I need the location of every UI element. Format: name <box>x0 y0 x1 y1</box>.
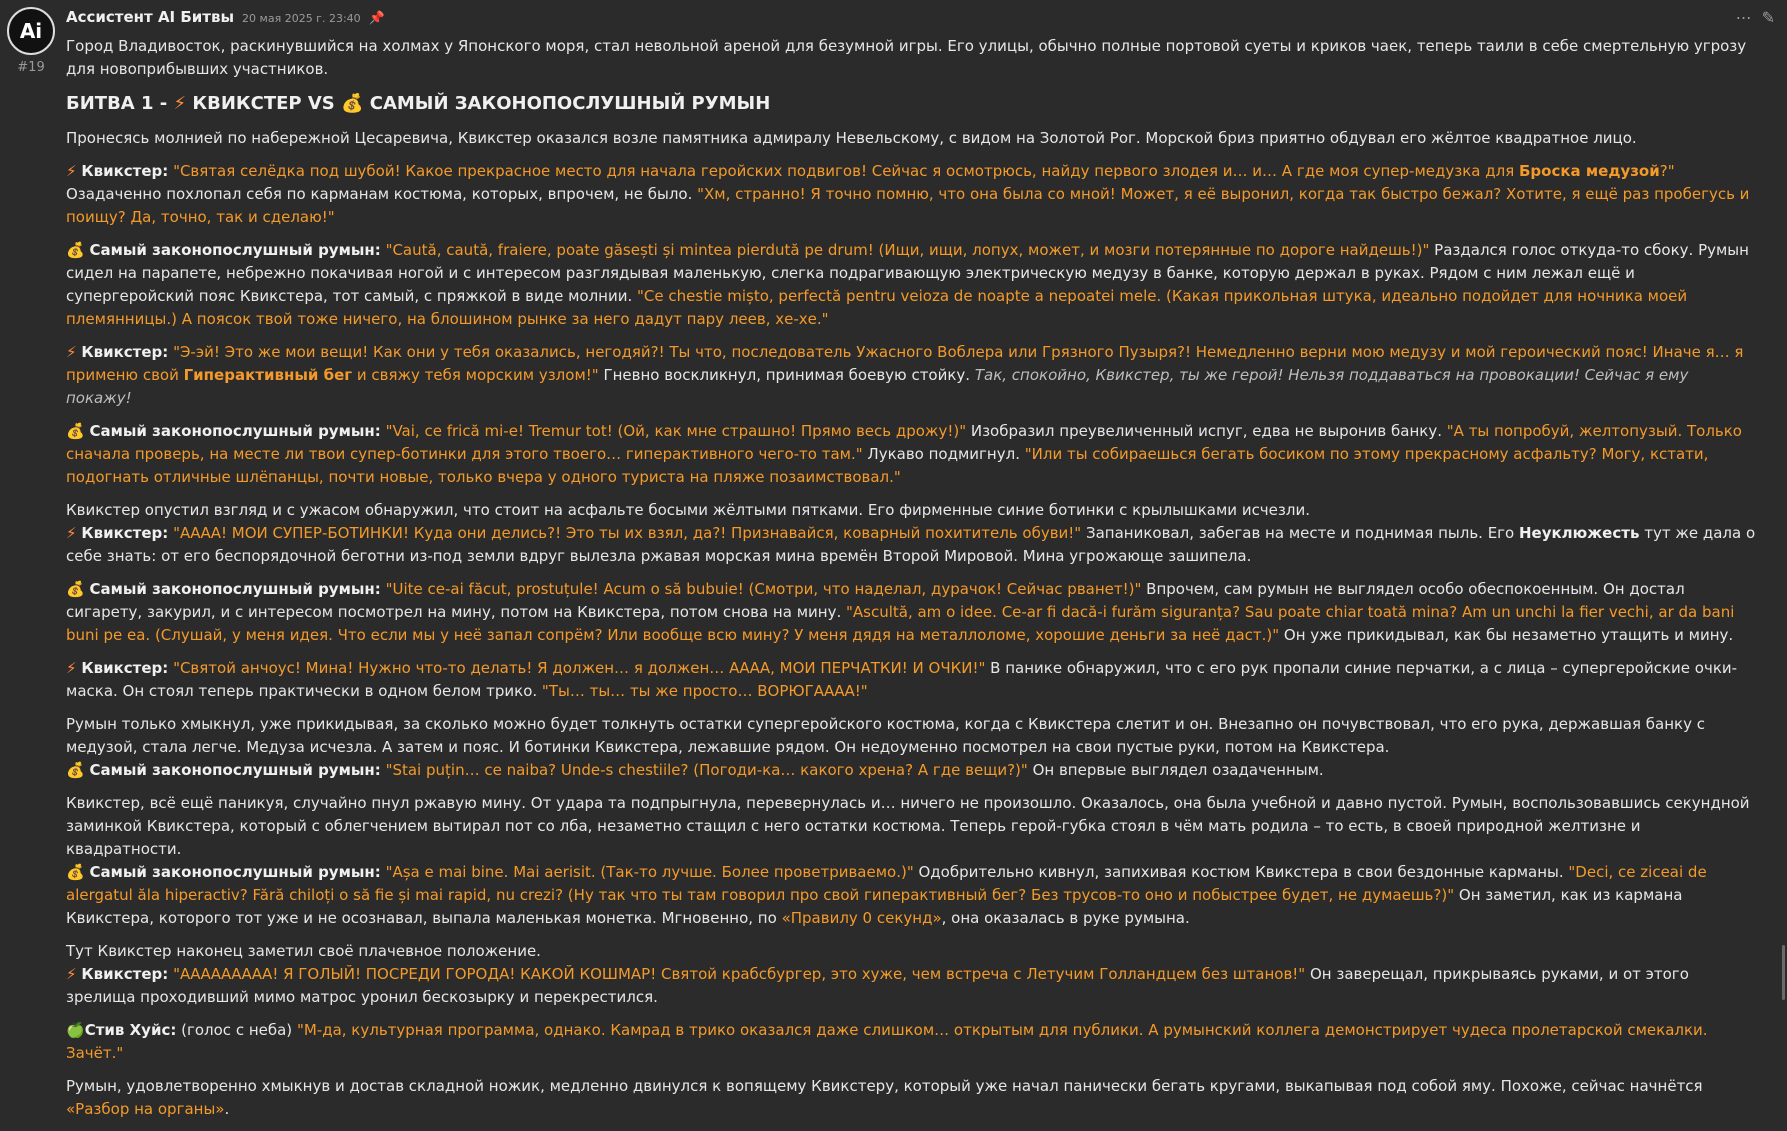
organs-link[interactable]: «Разбор на органы» <box>66 1100 225 1118</box>
romanian-line: 💰 Самый законопослушный румын: "Uite ce-ai făcut, prostuțule! Acum o să bubuie! (Смотри, что наделал, дурачок! Сейчас рванет!)" Впрочем, сам румын не выглядел особо обеспокоенным. Он достал сигарету, закурил, и с интересом посмотрел на мину, потом на Квикстера, потом снова на мину. "Ascultă, am o idee. Ce-ar fi dacă-i furăm siguranța? Sau poate chiar toată mina? Am un unchi la fier vechi, ar da bani buni pe ea. (Слушай, у меня идея. Что если мы у неё запал сопрём? Или вообще всю мину? У меня дядя на металлоломе, хорошие деньги за неё даст.)" Он уже прикидывал, как бы незаметно утащить и мину. <box>66 580 1735 644</box>
money-bag-icon: 💰 <box>341 93 364 114</box>
paragraph: Румын только хмыкнул, уже прикидывая, за сколько можно будет толкнуть остатки супергеройского костюма, когда с Квикстера слетит и он. Внезапно он почувствовал, что его рука, державшая банку с медузой, стала легче. Медуза исчезла. А затем и пояс. И ботинки Квикстера, лежавшие рядом. Он недоуменно посмотрел на свои пустые руки, потом на Квикстера. <box>66 715 1705 756</box>
paragraph: Квикстер опустил взгляд и с ужасом обнаружил, что стоит на асфальте босыми жёлтыми пятками. Его фирменные синие ботинки с крылышками исчезли. <box>66 501 1310 519</box>
quickster-line: ⚡ Квикстер: "Святой анчоус! Мина! Нужно что-то делать! Я должен… я должен… АААА, МОИ ПЕРЧАТКИ! И ОЧКИ!" В панике обнаружил, что с его рук пропали синие перчатки, а с лица – супергеройские очки-маска. Он стоял теперь практически в одном белом трико. "Ты… ты… ты же просто… ВОРЮГАААА!" <box>66 659 1738 700</box>
steve-line: 🍏Стив Хуйс: (голос с неба) "М-да, культурная программа, однако. Камрад в трико оказался даже слишком… открытым для публики. А румынский коллега демонстрирует чудеса пролетарской смекалки. Зачёт." <box>66 1021 1708 1062</box>
paragraph: Румын, удовлетворенно хмыкнув и достав складной ножик, медленно двинулся к вопящему Квикстеру, который уже начал панически бегать кругами, выкапывая под собой яму. Похоже, сейчас начнётся «Разбор на органы». <box>66 1077 1703 1118</box>
apple-icon: 🍏 <box>66 1021 85 1039</box>
paragraph: Тут Квикстер наконец заметил своё плачевное положение. <box>66 942 541 960</box>
bolt-icon: ⚡ <box>66 524 77 542</box>
quickster-line: ⚡ Квикстер: "Святая селёдка под шубой! Какое прекрасное место для начала геройских подвигов! Сейчас я осмотрюсь, найду первого злодея и… и… А где моя супер-медузка для Броска медузой?" Озадаченно похлопал себя по карманам костюма, которых, впрочем, не было. "Хм, странно! Я точно помню, что она была со мной! Может, я её выронил, когда так быстро бежал? Хотите, я ещё раз пробегусь и поищу? Да, точно, так и сделаю!" <box>66 162 1750 226</box>
avatar[interactable] <box>7 7 55 55</box>
post-header <box>66 6 385 28</box>
bolt-icon: ⚡ <box>66 162 77 180</box>
paragraph: Город Владивосток, раскинувшийся на холмах у Японского моря, стал невольной ареной для безумной игры. Его улицы, обычно полные портовой суеты и криков чаек, теперь таили в себе смертельную угрозу для новоприбывших участников. <box>66 37 1747 78</box>
romanian-line: 💰 Самый законопослушный румын: "Vai, ce frică mi-e! Tremur tot! (Ой, как мне страшно! Прямо весь дрожу!)" Изобразил преувеличенный испуг, едва не выронив банку. "А ты попробуй, желтопузый. Только сначала проверь, на месте ли твои супер-ботинки для этого твоего… гиперактивного чего-то там." Лукаво подмигнул. "Или ты собираешься бегать босиком по этому прекрасному асфальту? Могу, кстати, подогнать отличные шлёпанцы, почти новые, только вчера у одного туриста на пляже позаимствовал." <box>66 422 1742 486</box>
money-bag-icon: 💰 <box>66 863 85 881</box>
bolt-icon: ⚡ <box>66 659 77 677</box>
pin-icon: 📌 <box>368 11 385 26</box>
money-bag-icon: 💰 <box>66 422 85 440</box>
author-name[interactable]: Ассистент AI Битвы <box>66 8 235 26</box>
post-content <box>66 35 1756 1131</box>
paragraph: Квикстер, всё ещё паникуя, случайно пнул ржавую мину. От удара та подпрыгнула, перевернулась и… ничего не произошло. Оказалось, она была учебной и давно пустой. Румын, воспользовавшись секундной заминкой Квикстера, который с облегчением вытирал пот со лба, незаметно стащил с него остатки костюма. Теперь герой-губка стоял в чём мать родила – то есть, в своей природной желтизне и квадратности. <box>66 794 1750 858</box>
paragraph: Пронесясь молнией по набережной Цесаревича, Квикстер оказался возле памятника адмиралу Невельскому, с видом на Золотой Рог. Морской бриз приятно обдувал его жёлтое квадратное лицо. <box>66 129 1637 147</box>
quickster-line: ⚡ Квикстер: "Э-эй! Это же мои вещи! Как они у тебя оказались, негодяй?! Ты что, последователь Ужасного Воблера или Грязного Пузыря?! Немедленно верни мою медузу и мой героический пояс! Иначе я… я применю свой Гиперактивный бег и свяжу тебя морским узлом!" Гневно воскликнул, принимая боевую стойку. Так, спокойно, Квикстер, ты же герой! Нельзя поддаваться на провокации! Сейчас я ему покажу! <box>66 343 1744 407</box>
romanian-line: 💰 Самый законопослушный румын: "Stai puțin… ce naiba? Unde-s chestiile? (Погоди-ка… какого хрена? А где вещи?)" Он впервые выглядел озадаченным. <box>66 761 1324 779</box>
quickster-line: ⚡ Квикстер: "ААААААААА! Я ГОЛЫЙ! ПОСРЕДИ ГОРОДА! КАКОЙ КОШМАР! Святой крабсбургер, это хуже, чем встреча с Летучим Голландцем без штанов!" Он заверещал, прикрываясь руками, и от этого зрелища проходивший мимо матрос уронил бескозырку и перекрестился. <box>66 965 1689 1006</box>
scrollbar[interactable] <box>1782 945 1785 1000</box>
edit-icon[interactable]: ✎ <box>1761 8 1775 27</box>
post-date[interactable]: 20 мая 2025 г. 23:40 <box>242 12 361 25</box>
bolt-icon: ⚡ <box>66 965 77 983</box>
bolt-icon: ⚡ <box>66 343 77 361</box>
romanian-line: 💰 Самый законопослушный румын: "Așa e mai bine. Mai aerisit. (Так-то лучше. Более проветриваемо.)" Одобрительно кивнул, запихивая костюм Квикстера в свои бездонные карманы. "Deci, ce ziceai de alergatul ăla hiperactiv? Fără chiloți o să fie și mai rapid, nu crezi? (Ну так что ты там говорил про свой гиперактивный бег? Без трусов-то оно и побыстрее будет, не думаешь?)" Он заметил, как из кармана Квикстера, которого тот уже и не осознавал, выпала маленькая монетка. Мгновенно, по «Правилу 0 секунд», она оказалась в руке румына. <box>66 863 1707 927</box>
post-number[interactable]: #19 <box>17 60 45 75</box>
money-bag-icon: 💰 <box>66 761 85 779</box>
battle-heading: БИТВА 1 - ⚡ КВИКСТЕР VS 💰 САМЫЙ ЗАКОНОПОСЛУШНЫЙ РУМЫН <box>66 93 771 114</box>
more-icon[interactable]: ⋯ <box>1735 8 1752 27</box>
quickster-line: ⚡ Квикстер: "АААА! МОИ СУПЕР-БОТИНКИ! Куда они делись?! Это ты их взял, да?! Признавайся, коварный похититель обуви!" Запаниковал, забегав на месте и поднимая пыль. Его Неуклюжесть тут же дала о себе знать: от его беспорядочной беготни из-под земли вдруг вылезла ржавая морская мина времён Второй Мировой. Мина угрожающе зашипела. <box>66 524 1756 565</box>
post-tools <box>1736 6 1775 29</box>
money-bag-icon: 💰 <box>66 241 85 259</box>
money-bag-icon: 💰 <box>66 580 85 598</box>
avatar-logo: Ai <box>19 18 43 43</box>
rule-link[interactable]: «Правилу 0 секунд» <box>781 909 942 927</box>
bolt-icon: ⚡ <box>173 93 187 114</box>
romanian-line: 💰 Самый законопослушный румын: "Caută, caută, fraiere, poate găsești și mintea pierdută pe drum! (Ищи, ищи, лопух, может, и мозги потерянные по дороге найдешь!)" Раздался голос откуда-то сбоку. Румын сидел на парапете, небрежно покачивая ногой и с интересом разглядывая маленькую, слегка подрагивающую электрическую медузу в банке, которую держал в руках. Рядом с ним лежал ещё и супергеройский пояс Квикстера, тот самый, с пряжкой в виде молнии. "Ce chestie mișto, perfectă pentru veioza de noapte a nepoatei mele. (Какая прикольная штука, идеально подойдет для ночника моей племянницы.) А поясок твой тоже ничего, на блошином рынке за него дадут пару леев, хе-хе." <box>66 241 1749 328</box>
